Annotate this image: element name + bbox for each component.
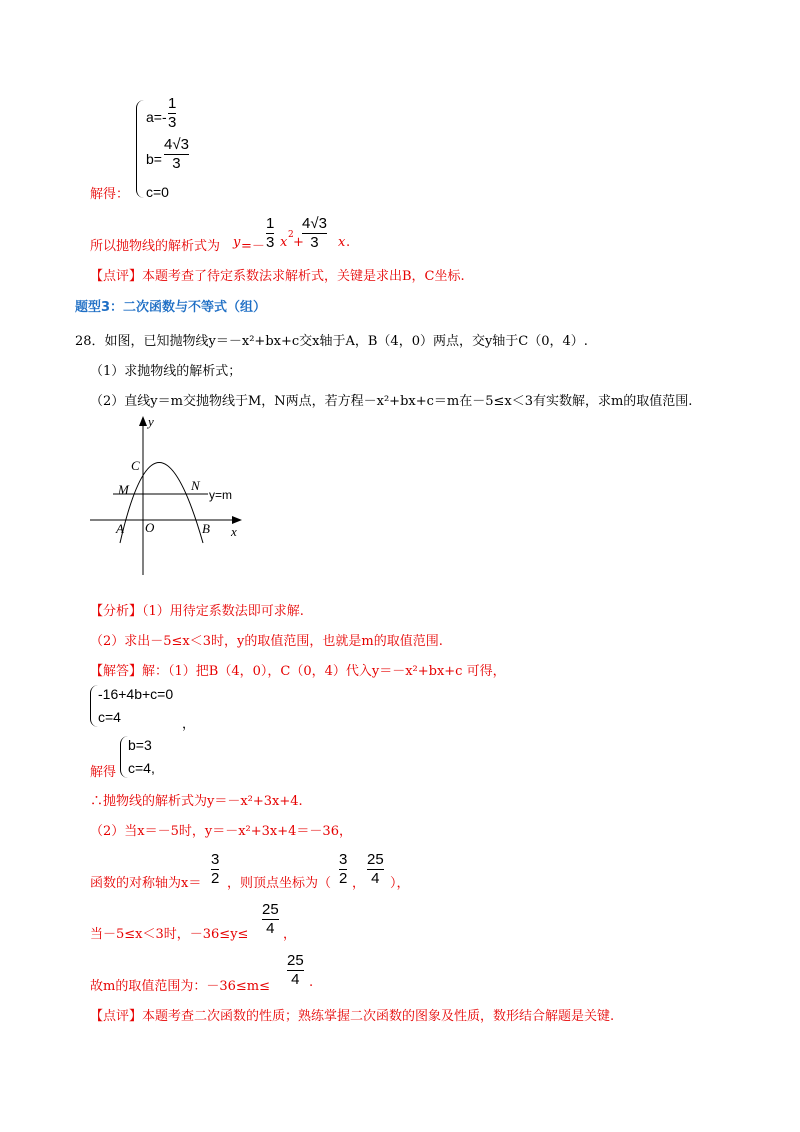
sys1-row1: -16+4b+c=0 xyxy=(98,686,174,702)
sys-c-label: c=0 xyxy=(146,184,169,200)
sys2-row1: b=3 xyxy=(128,737,152,753)
comment-2: 【点评】本题考查二次函数的性质；熟练掌握二次函数的图象及性质，数形结合解题是关键. xyxy=(90,1009,615,1024)
axis-text2: ，则顶点坐标为（ xyxy=(227,876,332,891)
problem-part2: （2）直线y＝m交抛物线于M，N两点，若方程－x²+bx+c＝m在－5≤x＜3有实数解，求m的取值范围. xyxy=(90,394,693,409)
result-prefix: 所以抛物线的解析式为 xyxy=(90,239,221,254)
label-N: N xyxy=(191,478,200,493)
label-C: C xyxy=(131,458,140,473)
solve-label-1: 解得： xyxy=(90,187,130,202)
range-text: 当－5≤x＜3时，－36≤y≤ xyxy=(90,927,249,942)
analysis-line1: 【分析】（1）用待定系数法即可求解. xyxy=(90,604,304,619)
y-axis-arrow xyxy=(139,416,147,426)
solution-result: ∴抛物线的解析式为y＝－x²+3x+4. xyxy=(90,794,303,809)
result-eq: =－ xyxy=(241,239,265,254)
problem-line: 28．如图，已知抛物线y＝－x²+bx+c交x轴于A，B（4，0）两点，交y轴于C（0，4）. xyxy=(75,334,588,349)
result-plus: + xyxy=(293,235,304,250)
fraction-m: 25 4 xyxy=(287,952,304,988)
result-sup: 2 xyxy=(288,230,294,240)
system-brace-1 xyxy=(136,100,145,198)
sys-b-label: b= xyxy=(146,151,162,167)
sys1-row2: c=4 xyxy=(98,709,121,725)
sys-a-label: a=- xyxy=(146,109,167,125)
label-B: B xyxy=(202,521,210,536)
label-x: x xyxy=(231,524,237,539)
fraction-a: 1 3 xyxy=(168,95,177,131)
vertex-close: ）， xyxy=(390,876,410,891)
analysis-line2: （2）求出－5≤x＜3时，y的取值范围，也就是m的取值范围. xyxy=(90,634,443,649)
fraction-axis: 3 2 xyxy=(211,851,220,887)
label-O: O xyxy=(145,520,155,535)
parabola-figure xyxy=(85,410,260,580)
sys1-tail: ， xyxy=(182,717,196,732)
label-y: y xyxy=(148,414,154,429)
comment-1: 【点评】本题考查了待定系数法求解析式，关键是求出B，C坐标. xyxy=(90,269,465,284)
x-axis-arrow xyxy=(232,516,242,524)
fraction-result-2: 4√3 3 xyxy=(302,215,327,251)
parabola-curve xyxy=(120,463,203,544)
range-tail: ， xyxy=(283,927,297,942)
label-A: A xyxy=(116,521,124,536)
axis-text1: 函数的对称轴为x＝ xyxy=(90,876,202,891)
solve-label-2: 解得 xyxy=(90,765,117,780)
fraction-b: 4√3 3 xyxy=(164,136,189,172)
fraction-range: 25 4 xyxy=(262,901,279,937)
problem-part1: （1）求抛物线的解析式； xyxy=(90,364,242,379)
result-x: x xyxy=(338,235,346,250)
m-range-text: 故m的取值范围为：－36≤m≤ xyxy=(90,979,270,994)
result-x2: x xyxy=(280,235,288,250)
sys2-row2: c=4, xyxy=(128,760,155,776)
result-y: y xyxy=(233,235,241,250)
solution-line1: 【解答】解：（1）把B（4，0），C（0，4）代入y＝－x²+bx+c 可得， xyxy=(90,664,506,679)
vertex-comma: ， xyxy=(352,876,366,891)
label-M: M xyxy=(118,482,129,497)
m-range-tail: . xyxy=(309,975,314,990)
label-line: y=m xyxy=(209,488,233,502)
solution-part2-line1: （2）当x＝－5时，y＝－x²+3x+4＝－36， xyxy=(90,824,352,839)
result-dot: . xyxy=(346,235,351,250)
section-title: 题型3：二次函数与不等式（组） xyxy=(75,300,267,315)
fraction-vertex-y: 25 4 xyxy=(367,851,384,887)
fraction-result-1: 1 3 xyxy=(266,215,275,251)
fraction-vertex-x: 3 2 xyxy=(339,851,348,887)
